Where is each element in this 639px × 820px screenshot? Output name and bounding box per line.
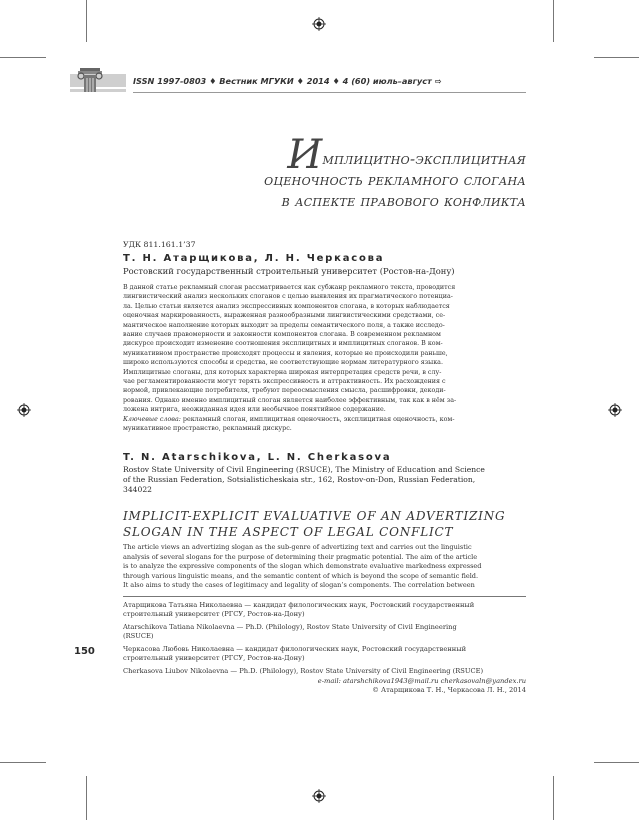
registration-target-icon <box>312 17 326 31</box>
footnote-rule <box>123 596 526 597</box>
udk-code: УДК 811.161.1’37 <box>123 240 196 249</box>
bullet-icon: ♦ <box>296 76 307 86</box>
crop-mark <box>553 0 554 42</box>
affiliation-en: Rostov State University of Civil Engineering (RSUCE), The Ministry of Education and Science of the Russian Federation, Sotsialisticheskaia str., 162, Rostov-on-Don, Russian Federation, 344022 <box>123 465 485 494</box>
crop-mark <box>594 57 639 58</box>
keywords-ru: Ключевые слова: рекламный слоган, имплицитная оценочность, эксплицитная оценочность, ком- <box>123 415 455 423</box>
abstract-en: The article views an advertizing slogan as the sub-genre of advertizing text and carries out the linguistic analysis of several slogans for the purpose of determining their pragmatic potential. The aim of the article is to analyze the expressive components of the slogan which demonstrate evaluative markedness expressed through various linguistic means, and the semantic content of which is beyond the scope of semantic field. It also aims to study the cases of legitimacy and legality of slogan’s components. The correlation between <box>123 543 482 589</box>
title-line-1: Имплицитно-эксплицитная <box>287 132 526 178</box>
journal-column-logo-icon <box>70 66 126 94</box>
title-initial-letter: И <box>287 132 323 178</box>
bullet-icon: ♦ <box>332 76 343 86</box>
authors-ru: Т. Н. Атарщикова, Л. Н. Черкасова <box>123 253 385 264</box>
running-header <box>133 76 442 86</box>
footnote-author-1-en: Atarschikova Tatiana Nikolaevna — Ph.D. (Philology), Rostov State University of Civil Engineering (RSUCE) <box>123 623 457 641</box>
registration-target-icon <box>17 403 31 417</box>
title-line-3: в аспекте правового конфликта <box>281 192 526 210</box>
affiliation-ru: Ростовский государственный строительный университет (Ростов-на-Дону) <box>123 266 455 276</box>
email-line: e-mail: atarshchikova1943@mail.ru cherkasovaln@yandex.ru <box>317 676 526 685</box>
bullet-icon: ♦ <box>209 76 220 86</box>
article-title-ru <box>200 132 526 212</box>
footnote-author-2-ru: Черкасова Любовь Николаевна — кандидат филологических наук, Ростовский государственный строительный университет (РГСУ, Ростов-на-Дону) <box>123 645 467 663</box>
footnote-author-1-ru: Атарщикова Татьяна Николаевна — кандидат филологических наук, Ростовский государственный строительный университет (РГСУ, Ростов-на-Дону) <box>123 601 475 619</box>
journal-name: Вестник МГУКИ <box>219 76 294 86</box>
abstract-ru: В данной статье рекламный слоган рассматривается как субжанр рекламного текста, проводится лингвистический анализ нескольких слоганов с целью выявления их прагматического потенциа- ла. Целью статьи является анализ экспрессивных компонентов слогана, в которых наблюдается оценочная маркированность, выраженная разнообразными лингвистическими средствами, се- мантическое наполнение которых выходит за пределы семантического поля, а также исследо- вание случаев правомерности и законности компонентов слогана. В современном рекламном дискурсе происходит изменение соотношения эксплицитных и имплицитных слоганов. В ком- муникативном пространстве происходят процессы и явления, которые не происходили раньше, широко используются способы и средства, не соответствующие нормам литературного языка. Имплицитные слоганы, для которых характерна широкая интерпретация средств речи, в слу- чае регламентированности могут терять экспрессивность и аттрактивность. Их расхождения с нормой, привлекающие потребителя, требуют переосмысления смысла, расшифровки, декоди- рования. Однако именно имплицитный слоган является наиболее эффективным, так как в нём за- ложена интрига, неожиданная идея или необычное понятийное содержание. Ключевые слова: рекламный слоган, имплицитная оценочность, эксплицитная оценочность, ком- муникативное пространство, рекламный дискурс. <box>123 283 526 434</box>
header-rule <box>133 92 526 93</box>
article-title-en: IMPLICIT-EXPLICIT EVALUATIVE OF AN ADVERTIZING SLOGAN IN THE ASPECT OF LEGAL CONFLICT <box>123 509 506 539</box>
page-number: 150 <box>74 646 95 657</box>
copyright-line: © Атарщикова Т. Н., Черкасова Л. Н., 2014 <box>372 685 526 694</box>
crop-mark <box>86 776 87 820</box>
arrow-right-icon: ⇨ <box>434 76 442 86</box>
crop-mark <box>0 57 46 58</box>
title-line-2: оценочность рекламного слогана <box>264 171 526 189</box>
crop-mark <box>0 762 46 763</box>
registration-target-icon <box>312 789 326 803</box>
issue: 4 (60) июль–август <box>342 76 432 86</box>
crop-mark <box>594 762 639 763</box>
crop-mark <box>553 776 554 820</box>
issn: ISSN 1997-0803 <box>133 76 207 86</box>
footnote-author-2-en: Cherkasova Liubov Nikolaevna — Ph.D. (Philology), Rostov State University of Civil Engineering (RSUCE) <box>123 667 484 676</box>
year: 2014 <box>306 76 330 86</box>
authors-en: T. N. Atarschikova, L. N. Cherkasova <box>123 452 392 463</box>
keywords-label: Ключевые слова: <box>123 415 181 423</box>
author-footnotes <box>123 601 526 695</box>
registration-target-icon <box>608 403 622 417</box>
crop-mark <box>86 0 87 42</box>
